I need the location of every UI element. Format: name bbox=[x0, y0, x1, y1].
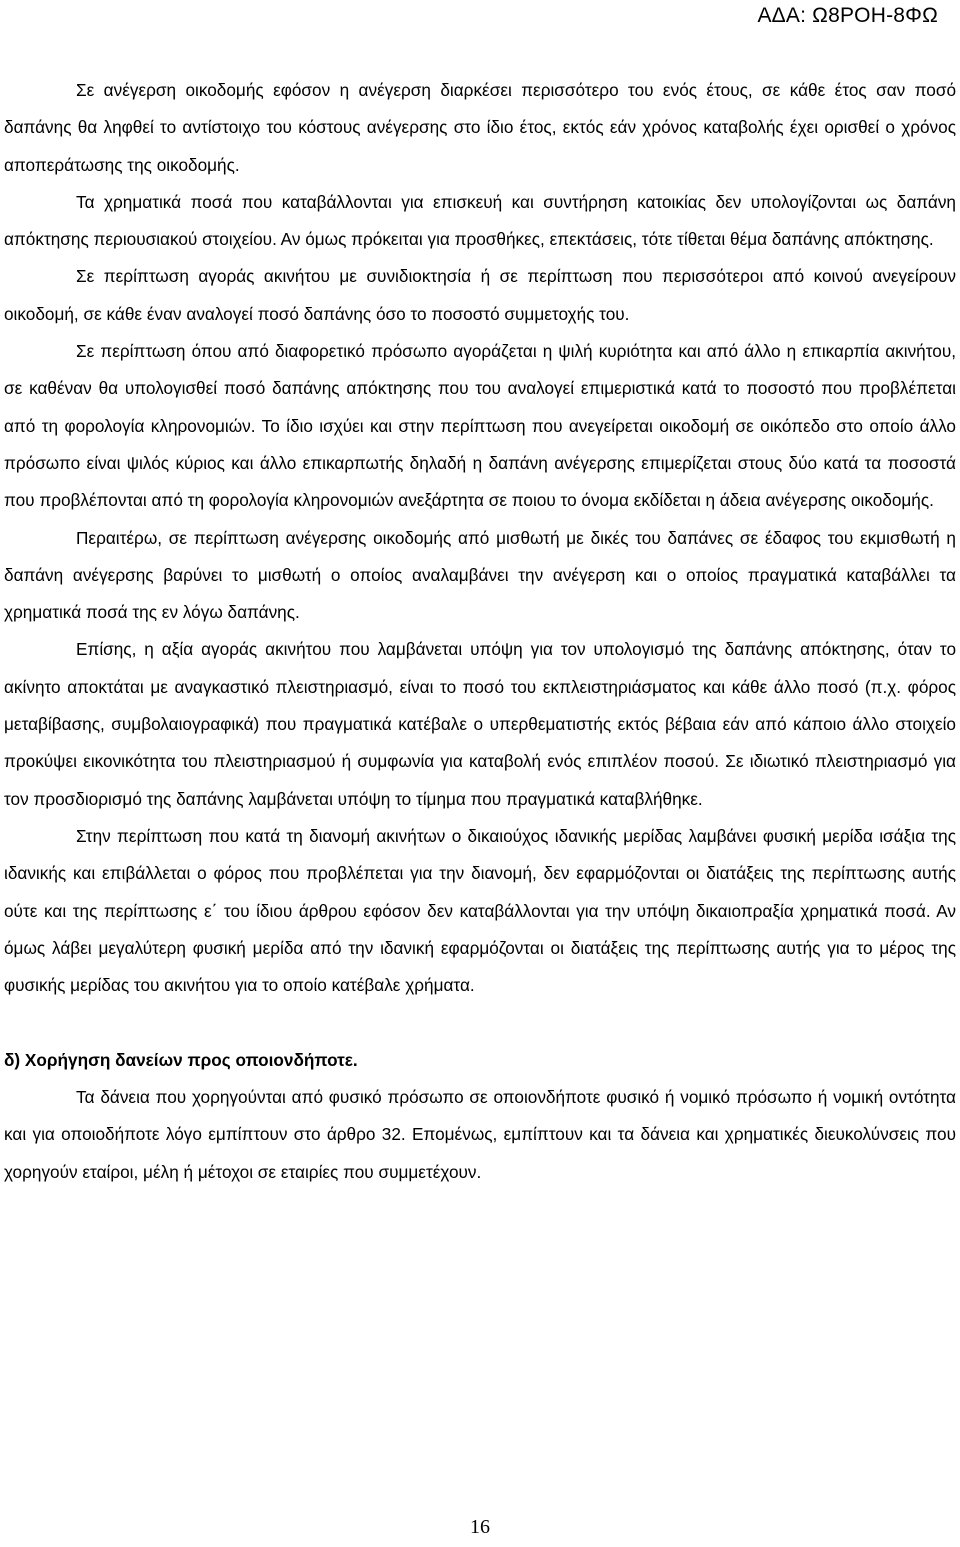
paragraph-auction-value: Επίσης, η αξία αγοράς ακινήτου που λαμβάνεται υπόψη για τον υπολογισμό της δαπάνης απόκτησης, όταν το ακίνητο αποκτάται με αναγκαστικό πλειστηριασμό, είναι το ποσό του εκπλειστηριάσματος και κάθε άλλο ποσό (π.χ. φόρος μεταβίβασης, συμβολαιογραφικά) που πραγματικά κατέβαλε ο υπερθεματιστής εκτός βέβαια εάν από κάποιο άλλο στοιχείο προκύψει εικονικότητα του πλειστηριασμού ή συμφωνία για καταβολή ενός επιπλέον ποσού. Σε ιδιωτικό πλειστηριασμό για τον προσδιορισμό της δαπάνης λαμβάνεται υπόψη το τίμημα που πραγματικά καταβλήθηκε. bbox=[4, 639, 956, 809]
paragraph-bare-ownership-usufruct: Σε περίπτωση όπου από διαφορετικό πρόσωπο αγοράζεται η ψιλή κυριότητα και από άλλο η επικαρπία ακινήτου, σε καθέναν θα υπολογισθεί ποσό δαπάνης απόκτησης που του αναλογεί επιμεριστικά κατά το ποσοστό που προβλέπεται από τη φορολογία κληρονομιών. Το ίδιο ισχύει και στην περίπτωση που ανεγείρεται οικοδομή σε οικόπεδο στο οποίο άλλο πρόσωπο είναι ψιλός κύριος και άλλο επικαρπωτής δηλαδή η δαπάνη ανέγερσης επιμερίζεται στους δύο κατά τα ποσοστά που προβλέπονται από τη φορολογία κληρονομιών ανεξάρτητα σε ποιου το όνομα εκδίδεται η άδεια ανέγερσης οικοδομής. bbox=[4, 341, 956, 511]
ada-code: ΑΔΑ: Ω8ΡΟΗ-8ΦΩ bbox=[757, 4, 938, 27]
document-body bbox=[4, 72, 956, 1191]
paragraph-co-ownership: Σε περίπτωση αγοράς ακινήτου με συνιδιοκτησία ή σε περίπτωση που περισσότεροι από κοινού ανεγείρουν οικοδομή, σε κάθε έναν αναλογεί ποσό δαπάνης όσο το ποσοστό συμμετοχής του. bbox=[4, 266, 956, 324]
paragraph-loans: Τα δάνεια που χορηγούνται από φυσικό πρόσωπο σε οποιονδήποτε φυσικό ή νομικό πρόσωπο ή νομική οντότητα και για οποιοδήποτε λόγο εμπίπτουν στο άρθρο 32. Επομένως, εμπίπτουν και τα δάνεια και χρηματικές διευκολύνσεις που χορηγούν εταίροι, μέλη ή μέτοχοι σε εταιρίες που συμμετέχουν. bbox=[4, 1087, 956, 1182]
paragraph-construction-duration: Σε ανέγερση οικοδομής εφόσον η ανέγερση διαρκέσει περισσότερο του ενός έτους, σε κάθε έτος σαν ποσό δαπάνης θα ληφθεί το αντίστοιχο του κόστους ανέγερσης στο ίδιο έτος, εκτός εάν χρόνος καταβολής έχει ορισθεί ο χρόνος αποπεράτωσης της οικοδομής. bbox=[4, 80, 956, 175]
paragraph-lessee-construction: Περαιτέρω, σε περίπτωση ανέγερσης οικοδομής από μισθωτή με δικές του δαπάνες σε έδαφος του εκμισθωτή η δαπάνη ανέγερσης βαρύνει το μισθωτή ο οποίος αναλαμβάνει την ανέγερση και ο οποίος πραγματικά καταβάλλει τα χρηματικά ποσά της εν λόγω δαπάνης. bbox=[4, 527, 956, 623]
section-heading-loans: δ) Χορήγηση δανείων προς οποιονδήποτε. bbox=[4, 1049, 358, 1070]
paragraph-property-division: Στην περίπτωση που κατά τη διανομή ακινήτων ο δικαιούχος ιδανικής μερίδας λαμβάνει φυσική μερίδα ισάξια της ιδανικής και επιβάλλεται ο φόρος που προβλέπεται για την διανομή, δεν εφαρμόζονται οι διατάξεις της περίπτωσης αυτής ούτε και της περίπτωσης ε΄ του ίδιου άρθρου εφόσον δεν καταβάλλονται για την υπόψη δικαιοπραξία χρηματικά ποσά. Αν όμως λάβει μεγαλύτερη φυσική μερίδα από την ιδανική εφαρμόζονται οι διατάξεις της περίπτωσης αυτής για το μέρος της φυσικής μερίδας του ακινήτου για το οποίο κατέβαλε χρήματα. bbox=[4, 825, 956, 996]
paragraph-repair-maintenance: Τα χρηματικά ποσά που καταβάλλονται για επισκευή και συντήρηση κατοικίας δεν υπολογίζονται ως δαπάνη απόκτησης περιουσιακού στοιχείου. Αν όμως πρόκειται για προσθήκες, επεκτάσεις, τότε τίθεται θέμα δαπάνης απόκτησης. bbox=[4, 191, 956, 250]
page-number: 16 bbox=[470, 1516, 490, 1538]
